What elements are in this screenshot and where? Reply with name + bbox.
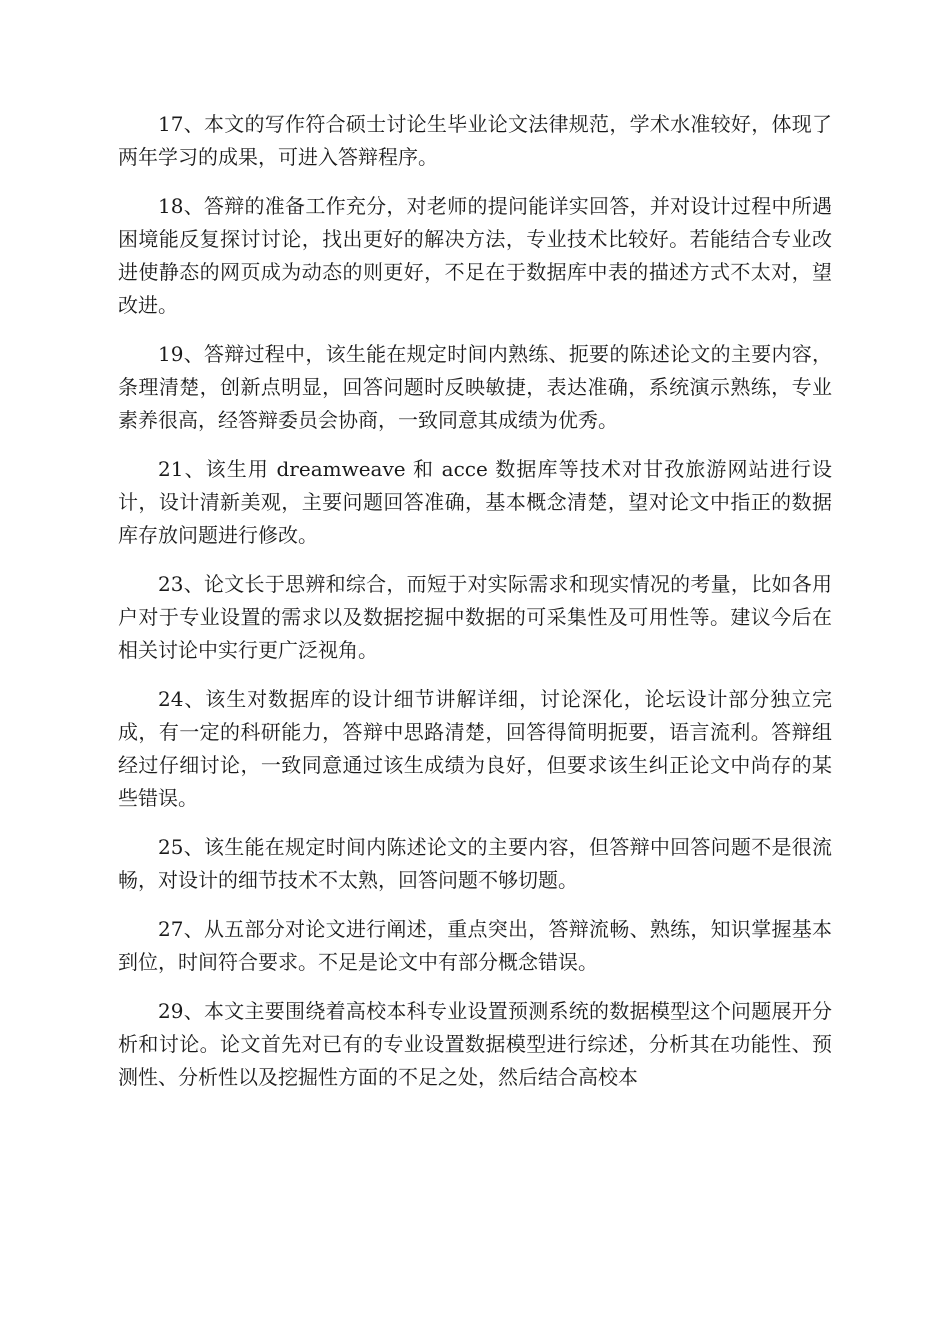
paragraph-23: 23、论文长于思辨和综合，而短于对实际需求和现实情况的考量，比如各用户对于专业设置的需求以及数据挖掘中数据的可采集性及可用性等。建议今后在相关讨论中实行更广泛视角。 (118, 572, 832, 662)
paragraph-19: 19、答辩过程中，该生能在规定时间内熟练、扼要的陈述论文的主要内容，条理清楚，创新点明显，回答问题时反映敏捷，表达准确，系统演示熟练，专业素养很高，经答辩委员会协商，一致同意其成绩为优秀。 (118, 342, 832, 432)
paragraph-29: 29、本文主要围绕着高校本科专业设置预测系统的数据模型这个问题展开分析和讨论。论文首先对已有的专业设置数据模型进行综述，分析其在功能性、预测性、分析性以及挖掘性方面的不足之处，然后结合高校本 (118, 999, 832, 1089)
paragraph-24: 24、该生对数据库的设计细节讲解详细，讨论深化，论坛设计部分独立完成，有一定的科研能力，答辩中思路清楚，回答得简明扼要，语言流利。答辩组经过仔细讨论，一致同意通过该生成绩为良好，但要求该生纠正论文中尚存的某些错误。 (118, 687, 832, 810)
paragraph-27: 27、从五部分对论文进行阐述，重点突出，答辩流畅、熟练，知识掌握基本到位，时间符合要求。不足是论文中有部分概念错误。 (118, 917, 832, 974)
paragraph-18: 18、答辩的准备工作充分，对老师的提问能详实回答，并对设计过程中所遇困境能反复探讨讨论，找出更好的解决方法，专业技术比较好。若能结合专业改进使静态的网页成为动态的则更好，不足在于数据库中表的描述方式不太对，望改进。 (118, 194, 832, 317)
paragraph-17: 17、本文的写作符合硕士讨论生毕业论文法律规范，学术水准较好，体现了两年学习的成果，可进入答辩程序。 (118, 112, 832, 169)
paragraph-25: 25、该生能在规定时间内陈述论文的主要内容，但答辩中回答问题不是很流畅，对设计的细节技术不太熟，回答问题不够切题。 (118, 835, 832, 892)
paragraph-21: 21、该生用 dreamweave 和 acce 数据库等技术对甘孜旅游网站进行设计，设计清新美观，主要问题回答准确，基本概念清楚，望对论文中指正的数据库存放问题进行修改。 (118, 457, 832, 547)
